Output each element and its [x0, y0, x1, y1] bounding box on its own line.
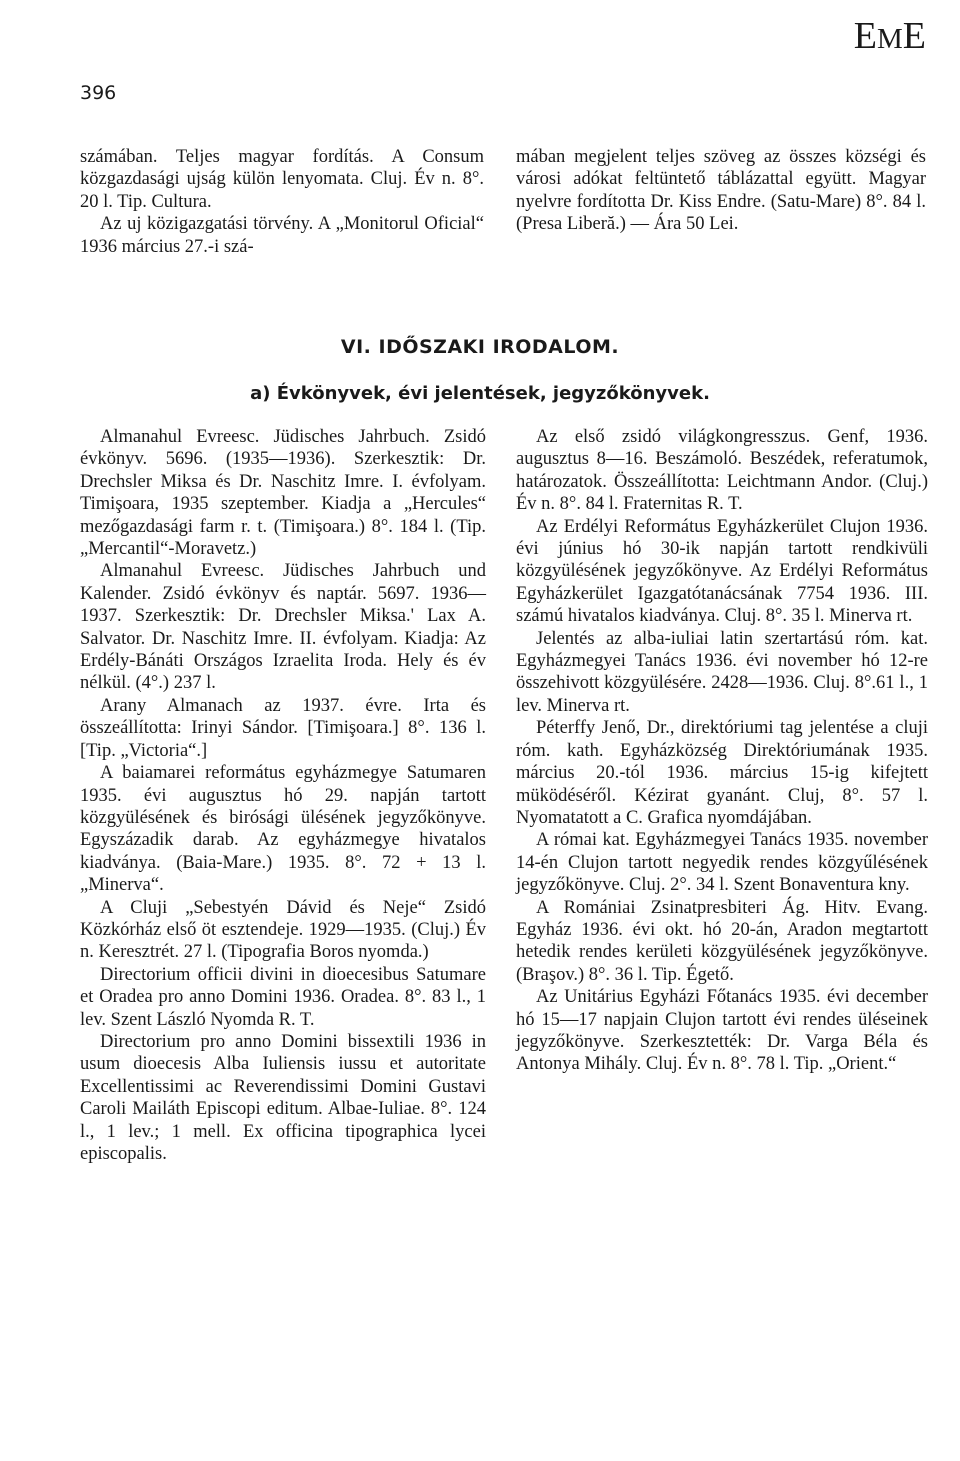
bibliography-entry: Az Erdélyi Református Egyházkerület Clujon 1936. évi június hó 30-ik napján tartott rendkivüli közgyülésének jegyzőkönyve. Az Erdélyi Református Egyházkerület Igazgatótanácsának 7754 1936. III. számú hivatalos kiadványa. Cluj. 8°. 35 l. Minerva rt. — [516, 516, 928, 627]
paragraph: mában megjelent teljes szöveg az összes községi és városi adókat feltüntető táblázattal együtt. Magyar nyelvre fordította Dr. Kiss Endre. (Satu-Mare) 8°. 84 l. (Presa Liberă.) — Ára 50 Lei. — [516, 147, 926, 235]
bibliography-entry: Péterffy Jenő, Dr., direktóriumi tag jelentése a cluji róm. kath. Egyházközség Direktóriumának 1935. március 20.-tól 1936. március 15-ig kifejtett müködéséről. Kézirat gyanánt. Cluj, 8°. 57 l. Nyomatatott a C. Grafica nyomdájában. — [516, 718, 928, 828]
bibliography-entry: Az első zsidó világkongresszus. Genf, 1936. augusztus 8—16. Beszámoló. Beszédek, referatumok, határozatok. Összeállította: Leichtmann Andor. (Cluj.) Év n. 8°. 84 l. Fraternitas R. T. — [516, 427, 928, 515]
bibliography-entry: A baiamarei református egyházmegye Satumaren 1935. évi augusztus hó 29. napján tartott közgyülésének és birósági ülésének jegyzőkönyve. Egyszázadik darab. Az egyházmegye hivatalos kiadványa. (Baia-Mare.) 1935. 8°. 72 + 13 l. „Minerva“. — [80, 763, 486, 896]
bibliography-entry: Almanahul Evreesc. Jüdisches Jahrbuch. Zsidó évkönyv. 5696. (1935—1936). Szerkesztik: Dr. Drechsler Miksa és Dr. Naschitz Imre. I. évfolyam. Timişoara, 1935 szeptember. Kiadja a „Hercules“ mezőgazdasági farm r. t. (Timişoara.) 8°. 184 l. (Tip. „Mercantil“-Moravetz.) — [80, 427, 486, 560]
subsection-heading: a) Évkönyvek, évi jelentések, jegyzőkönyvek. — [250, 383, 710, 404]
bibliography-entry: A római kat. Egyházmegyei Tanács 1935. november 14-én Clujon tartott negyedik rendes közgyűlésének jegyzőkönyve. Cluj. 2°. 34 l. Szent Bonaventura kny. — [516, 830, 928, 896]
top-right-column — [516, 146, 926, 236]
page-number: 396 — [80, 82, 117, 104]
bibliography-entry: Jelentés az alba-iuliai latin szertartású róm. kat. Egyházmegyei Tanács 1936. évi november hó 12-re összehivott közgyülésére. 2428—1936. Cluj. 8°.61 l., 1 lev. Minerva rt. — [516, 628, 928, 716]
bibliography-entry: Arany Almanach az 1937. évre. Irta és összeállította: Irinyi Sándor. [Timişoara.] 8°. 136 l. [Tip. „Victoria“.] — [80, 695, 486, 761]
section-heading: VI. IDŐSZAKI IRODALOM. — [340, 336, 620, 358]
bibliography-entry: A Cluji „Sebestyén Dávid és Neje“ Zsidó Közkórház első öt esztendeje. 1929—1935. (Cluj.) Év n. Keresztrét. 27 l. (Tipografia Boros nyomda.) — [80, 897, 486, 963]
bibliography-entry: Az Unitárius Egyházi Főtanács 1935. évi december hó 15—17 napjain Clujon tartott évi rendes üléseinek jegyzőkönyve. Szerkesztették: Dr. Varga Béla és Antonya Mihály. Cluj. Év n. 8°. 78 l. Tip. „Orient.“ — [516, 987, 928, 1075]
bibliography-entry: Directorium officii divini in dioecesibus Satumare et Oradea pro anno Domini 1936. Oradea. 8°. 83 l., 1 lev. Szent László Nyomda R. T. — [80, 964, 486, 1030]
logo-letter-m: M — [876, 23, 903, 55]
right-column — [516, 426, 928, 1076]
top-left-column — [80, 146, 484, 258]
bibliography-entry: A Romániai Zsinatpresbiteri Ág. Hitv. Evang. Egyház 1936. évi okt. hó 20-án, Aradon megtartott hetedik rendes kerületi közgyülésének jegyzőkönyve. (Braşov.) 8°. 36 l. Tip. Égető. — [516, 897, 928, 985]
logo-letter-e2: E — [902, 15, 926, 57]
bibliography-entry: Almanahul Evreesc. Jüdisches Jahrbuch und Kalender. Zsidó évkönyv és naptár. 5697. 1936—1937. Szerkesztik: Dr. Drechsler Miksa.' Lax A. Salvator. Dr. Naschitz Imre. II. évfolyam. Kiadja: Az Erdély-Bánáti Országos Izraelita Iroda. Hely és év nélkül. (4°.) 237 l. — [80, 561, 486, 694]
paragraph: számában. Teljes magyar fordítás. A Consum közgazdasági ujság külön lenyomata. Cluj. Év n. 8°. 20 l. Tip. Cultura. — [80, 147, 484, 212]
bibliography-entry: Directorium pro anno Domini bissextili 1936 in usum dioecesis Alba Iuliensis iussu et autoritate Excellentissimi ac Reverendissimi Domini Gustavi Caroli Mailáth Episcopi editum. Albae-Iuliae. 8°. 124 l., 1 lev.; 1 mell. Ex officina tipographica lycei episcopalis. — [80, 1031, 486, 1164]
left-column — [80, 426, 486, 1165]
logo-letter-e: E — [853, 15, 877, 57]
logo — [854, 14, 926, 58]
paragraph: Az uj közigazgatási törvény. A „Monitorul Oficial“ 1936 március 27.-i szá- — [80, 214, 484, 257]
